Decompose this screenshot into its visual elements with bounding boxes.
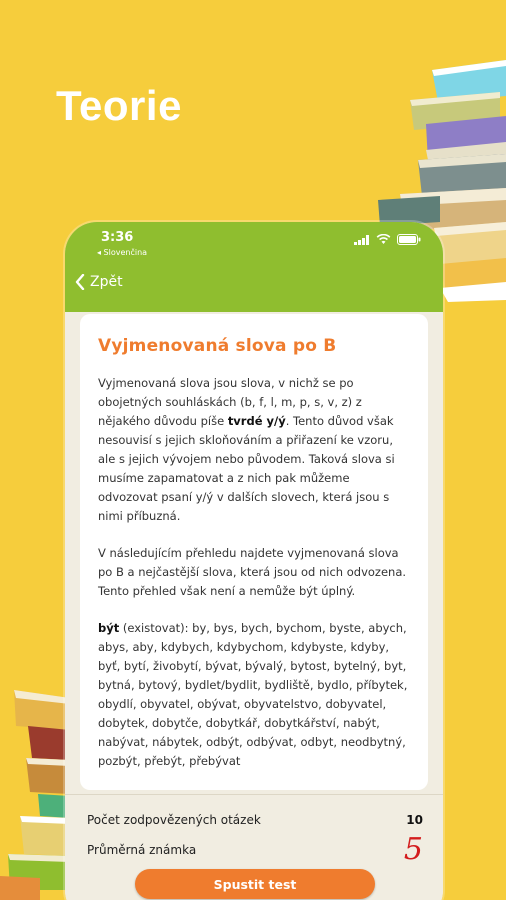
status-time: 3:36 xyxy=(101,230,134,245)
back-button[interactable] xyxy=(75,274,123,290)
status-icons xyxy=(354,234,421,245)
battery-icon xyxy=(397,234,421,245)
answered-questions-label: Počet zodpovězených otázek xyxy=(87,813,261,827)
app-header xyxy=(65,222,443,312)
stats-panel xyxy=(65,794,443,900)
keyword-text: být xyxy=(98,621,120,635)
chevron-left-icon xyxy=(75,274,85,290)
back-button-label: Zpět xyxy=(90,274,123,290)
average-grade-label: Průměrná známka xyxy=(87,843,197,857)
average-grade-value: 5 xyxy=(403,832,423,867)
status-back-to-app[interactable]: ◂ Slovenčina xyxy=(97,248,148,257)
phone-frame xyxy=(65,222,443,900)
theory-card[interactable] xyxy=(80,314,428,790)
emphasis-text: tvrdé y/ý xyxy=(227,414,286,428)
start-test-button[interactable]: Spustit test xyxy=(135,869,375,899)
answered-questions-value: 10 xyxy=(406,813,423,827)
average-grade-row xyxy=(87,832,423,867)
answered-questions-row xyxy=(87,813,423,827)
books-stack-left-illustration xyxy=(0,690,70,900)
signal-icon xyxy=(354,235,370,245)
page-headline: Teorie xyxy=(56,82,182,129)
article-paragraph-overview: V následujícím přehledu najdete vyjmenovaná slova po B a nejčastější slova, která jsou od nich odvozena. Tento přehled však není a nemůže být úplný. xyxy=(98,546,407,598)
article-title: Vyjmenovaná slova po B xyxy=(98,336,337,356)
wifi-icon xyxy=(376,234,391,245)
article-paragraph-word-list: být (existovat): by, bys, bych, bychom, byste, abych, abys, aby, kdybych, kdybychom, kdybyste, kdyby, byť, bytí, živobytí, bývat, bývalý, bytost, bytelný, byt, bytná, bytový, bydlet/bydlit, bydliště, bydlo, příbytek, obydlí, obyvatel, obývat, obyvatelstvo, dobyvatel, dobytek, dobytče, dobytkář, dobytkářství, nabýt, nabývat, nábytek, odbýt, odbývat, odbyt, neodbytný, pozbýt, přebýt, přebývat xyxy=(98,621,408,768)
article-paragraph-intro: Vyjmenovaná slova jsou slova, v nichž se po obojetných souhláskách (b, f, l, m, p, s, v, z) z nějakého důvodu píše tvrdé y/ý. Tento důvod však nesouvisí s jejich skloňováním a přiřazení ke vzoru, ale s jejich vývojem nebo původem. Taková slova si musíme zapamatovat a z nich pak můžeme odvozovat psaní y/ý v dalších slovech, která jsou s nimi příbuzná. xyxy=(98,376,395,523)
